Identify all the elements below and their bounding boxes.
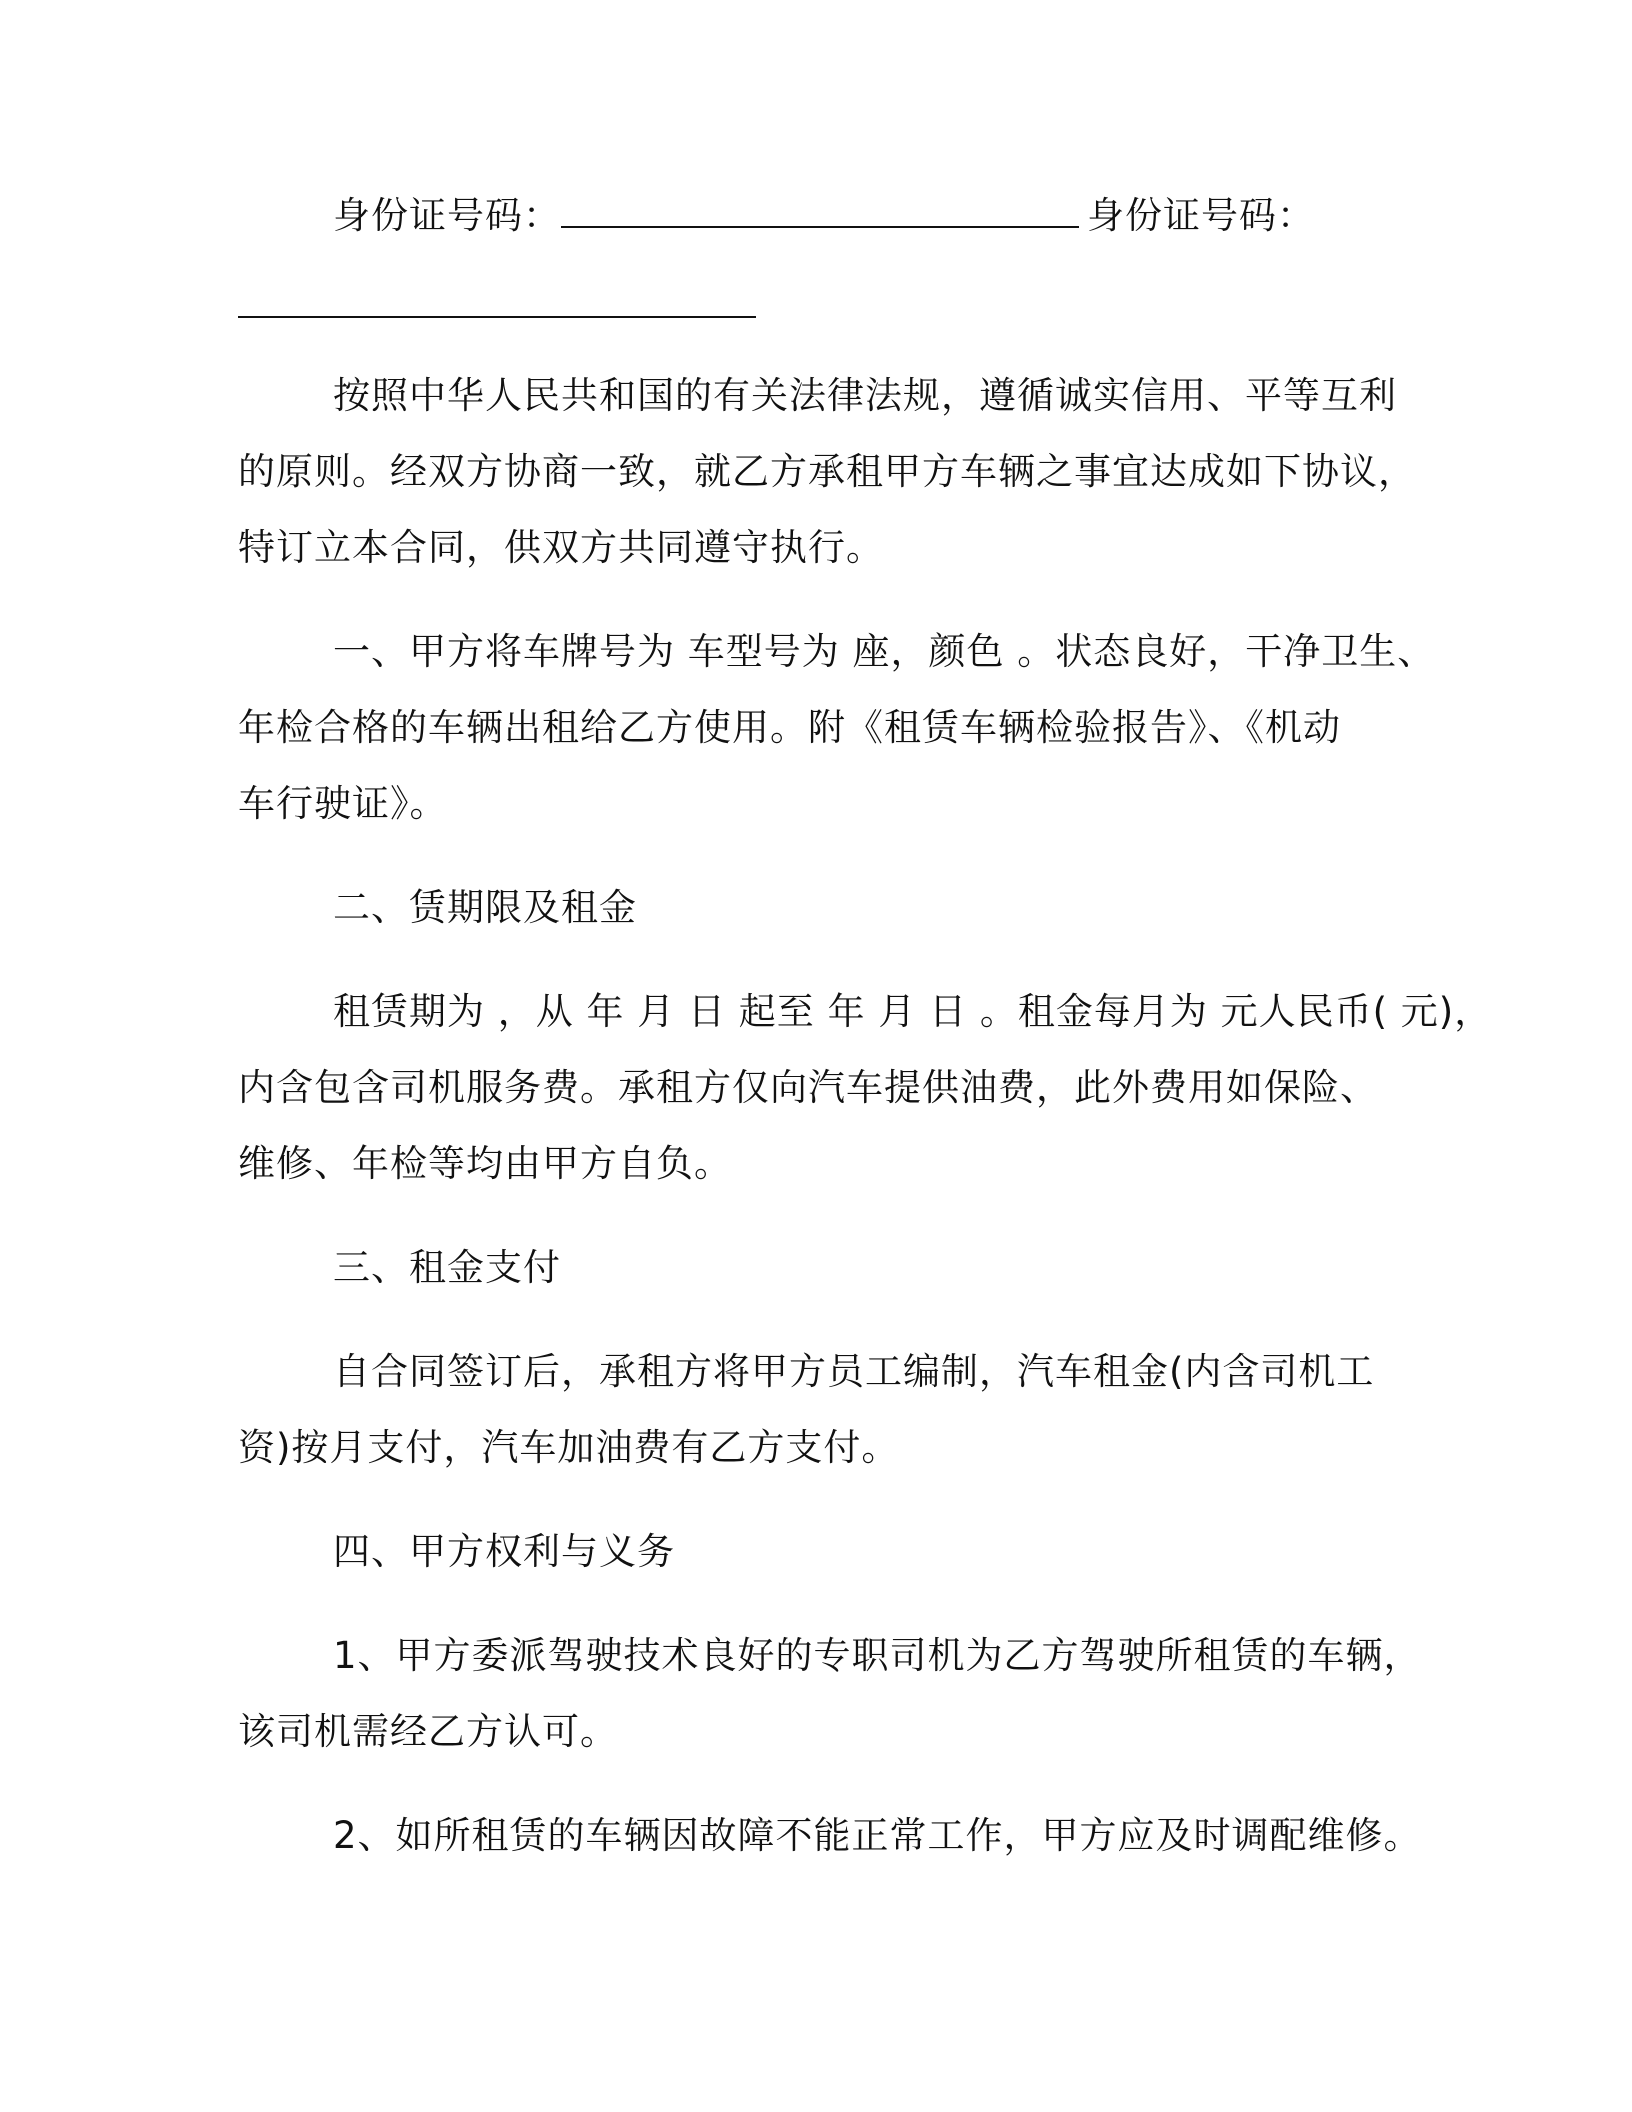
intro-line-3: 特订立本合同，供双方共同遵守执行。 [238,526,884,569]
clause-1-line-2: 年检合格的车辆出租给乙方使用。附《租赁车辆检验报告》、《机动 [238,706,1341,749]
id-number-label-b: 身份证号码： [1087,194,1315,237]
id-number-blank-a[interactable] [561,196,1079,228]
id-number-blank-b[interactable] [238,316,756,318]
lease-term-line-1: 租赁期为 ，从 年 月 日 起至 年 月 日 。租金每月为 元人民币( 元)， [333,990,1493,1033]
intro-line-2: 的原则。经双方协商一致，就乙方承租甲方车辆之事宜达成如下协议， [238,450,1416,493]
lease-term-line-3: 维修、年检等均由甲方自负。 [238,1142,732,1185]
payment-line-2: 资)按月支付，汽车加油费有乙方支付。 [238,1426,900,1469]
obligation-2-line-1: 2、如所租赁的车辆因故障不能正常工作，甲方应及时调配维修。 [333,1814,1422,1857]
section-heading-4: 四、甲方权利与义务 [333,1530,675,1573]
section-heading-2: 二、赁期限及租金 [333,886,637,929]
id-number-label-a: 身份证号码： [333,194,561,237]
payment-line-1: 自合同签订后，承租方将甲方员工编制，汽车租金(内含司机工 [333,1350,1375,1393]
obligation-1-line-2: 该司机需经乙方认可。 [238,1710,618,1753]
lease-term-line-2: 内含包含司机服务费。承租方仅向汽车提供油费，此外费用如保险、 [238,1066,1378,1109]
section-heading-3: 三、租金支付 [333,1246,561,1289]
obligation-1-line-1: 1、甲方委派驾驶技术良好的专职司机为乙方驾驶所租赁的车辆， [333,1634,1422,1677]
intro-line-1: 按照中华人民共和国的有关法律法规，遵循诚实信用、平等互利 [333,374,1397,417]
clause-1-line-1: 一、甲方将车牌号为 车型号为 座，颜色 。状态良好，干净卫生、 [333,630,1436,673]
id-number-line [333,192,1315,240]
clause-1-line-3: 车行驶证》。 [238,782,448,825]
